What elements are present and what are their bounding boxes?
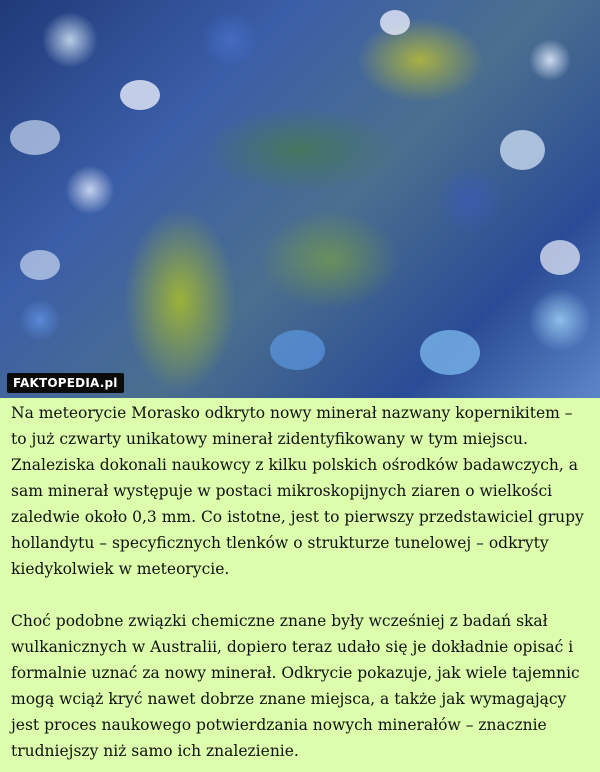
crystal-speck xyxy=(10,120,60,155)
crystal-speck xyxy=(20,250,60,280)
crystal-speck xyxy=(270,330,325,370)
crystal-speck xyxy=(500,130,545,170)
crystal-speck xyxy=(380,10,410,35)
caption-paragraph-2: Choć podobne związki chemiczne znane były wcześniej z badań skał wulkanicznych w Australii, dopiero teraz udało się je dokładnie opisać i formalnie uznać za nowy minerał. Odkrycie pokazuje, jak wiele tajemnic mogą wciąż kryć nawet dobrze znane miejsca, a także jak wymagający jest proces naukowego potwierdzania nowych minerałów – znacznie trudniejszy niż samo ich znalezienie. xyxy=(11,612,580,760)
crystal-speck xyxy=(540,240,580,275)
crystal-speck xyxy=(120,80,160,110)
caption xyxy=(0,398,600,764)
faktopedia-watermark: FAKTOPEDIA.pl xyxy=(7,373,124,393)
caption-paragraph-1: Na meteorycie Morasko odkryto nowy minerał nazwany kopernikitem – to już czwarty unikatowy minerał zidentyfikowany w tym miejscu. Znaleziska dokonali naukowcy z kilku polskich ośrodków badawczych, a sam minerał występuje w postaci mikroskopijnych ziaren o wielkości zaledwie około 0,3 mm. Co istotne, jest to pierwszy przedstawiciel grupy hollandytu – specyficznych tlenków o strukturze tunelowej – odkryty kiedykolwiek w meteorycie. xyxy=(11,404,584,578)
crystal-speck xyxy=(420,330,480,375)
